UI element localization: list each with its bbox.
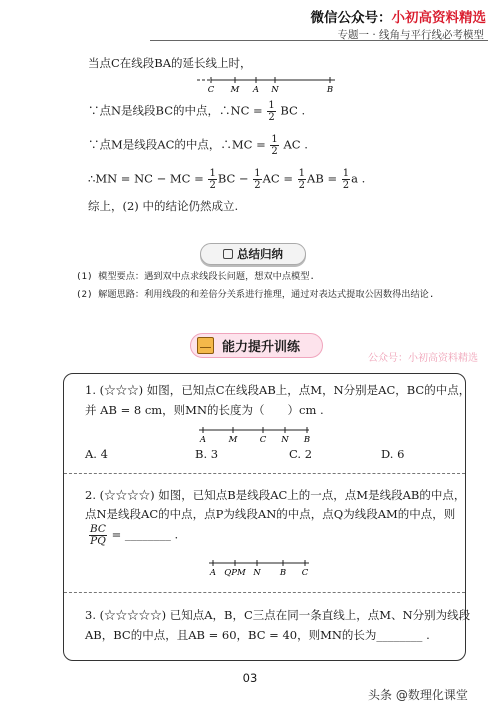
step3-f1-num: 1: [209, 168, 216, 179]
step3-d: AB =: [307, 171, 338, 186]
proof-step-2: [88, 134, 308, 157]
q1-point-label-2: C: [259, 435, 267, 444]
step1-frac-num: 1: [268, 100, 275, 111]
q3-line-2: AB，BC的中点，且AB = 60，BC = 40，则MN的长为________ .: [85, 628, 430, 642]
q2-point-label-4: C: [301, 568, 309, 577]
step3-b: BC −: [217, 171, 249, 186]
proof-case-line: 当点C在线段BA的延长线上时，: [88, 56, 252, 70]
summary-point-2: (2) 解题思路：利用线段的和差倍分关系进行推理，通过对表达式提取公因数得出结论.: [76, 289, 435, 300]
proof-conclusion: 综上，(2) 中的结论仍然成立.: [88, 199, 239, 213]
q2-q3-divider: [64, 592, 465, 593]
q2-frac-den: PQ: [90, 535, 106, 547]
step2-frac-den: 2: [271, 146, 278, 157]
step2-suffix: AC .: [283, 137, 308, 152]
q2-answer: [88, 524, 178, 547]
q1-option-a: A. 4: [85, 447, 108, 461]
step3-fraction-3: [298, 168, 306, 191]
q1-option-c: C. 2: [289, 447, 313, 461]
summary-title-pill: [200, 243, 306, 265]
page-number: 03: [242, 671, 258, 685]
q1-point-label-4: B: [303, 435, 311, 444]
step2-frac-num: 1: [271, 134, 278, 145]
summary-point-1: (1) 模型要点：遇到双中点求线段长问题，想双中点模型.: [76, 271, 315, 282]
step2-fraction: [270, 134, 278, 157]
account-label: 微信公众号：: [310, 10, 392, 26]
notebook-icon: [223, 249, 233, 259]
q2-point-label-1: QPM: [224, 568, 246, 577]
practice-watermark: 公众号：小初高资料精选: [368, 353, 478, 364]
proof-point-label-0: C: [207, 85, 215, 94]
proof-point-label-3: N: [271, 85, 279, 94]
proof-step-3: [88, 168, 365, 191]
step3-e: a .: [351, 171, 366, 186]
step3-c: AC =: [262, 171, 294, 186]
header-divider: [150, 40, 488, 41]
step3-f3-den: 2: [298, 180, 306, 191]
step3-f4-den: 2: [342, 180, 350, 191]
header-subtitle: 专题一 · 线角与平行线必考模型: [337, 29, 484, 41]
q1-point-label-1: M: [228, 435, 238, 444]
step3-fraction-4: [342, 168, 350, 191]
q2-point-label-2: N: [253, 568, 261, 577]
step1-frac-den: 2: [268, 112, 275, 123]
footer-watermark: 头条 @数理化课堂: [368, 688, 468, 702]
step1-fraction: [267, 100, 275, 123]
q2-frac-num: BC: [90, 523, 106, 535]
q3-line-1: 3. (☆☆☆☆☆) 已知点A，B，C三点在同一条直线上，点M、N分别为线段: [85, 608, 471, 622]
q2-blank: = ________ .: [111, 527, 179, 542]
step3-fraction-2: [253, 168, 261, 191]
q1-line-1: 1. (☆☆☆) 如图，已知点C在线段AB上，点M，N分别是AC，BC的中点，: [85, 383, 471, 397]
practice-banner-label: 能力提升训练: [222, 340, 301, 355]
q1-line-2: 并 AB = 8 cm，则MN的长度为（ ）cm .: [85, 403, 324, 417]
step3-f3-num: 1: [298, 168, 306, 179]
step3-f4-num: 1: [342, 168, 350, 179]
q1-point-label-3: N: [281, 435, 289, 444]
summary-title: 总结归纳: [237, 247, 283, 261]
step3-f2-den: 2: [254, 180, 261, 191]
proof-point-label-1: M: [230, 85, 240, 94]
q2-point-label-3: B: [279, 568, 287, 577]
step1-suffix: BC .: [280, 103, 306, 118]
step3-f2-num: 1: [254, 168, 261, 179]
practice-banner: [190, 333, 323, 358]
account-name: 小初高资料精选: [391, 10, 486, 26]
q1-option-b: B. 3: [195, 447, 219, 461]
q2-point-label-0: A: [209, 568, 217, 577]
step3-f1-den: 2: [209, 180, 216, 191]
q2-number-line: [205, 557, 315, 577]
proof-point-label-2: A: [252, 85, 260, 94]
q1-option-d: D. 6: [381, 447, 405, 461]
q2-line-2: 点N是线段AC的中点，点P为线段AN的中点，点Q为线段AM的中点，则: [85, 507, 456, 521]
q2-line-1: 2. (☆☆☆☆) 如图，已知点B是线段AC上的一点，点M是线段AB的中点，: [85, 488, 466, 502]
proof-step-1: [88, 100, 305, 123]
step3-fraction-1: [208, 168, 216, 191]
proof-point-label-4: B: [326, 85, 334, 94]
step1-prefix: ∵点N是线段BC的中点，∴NC =: [88, 103, 263, 118]
q2-fraction: [89, 524, 107, 547]
chalkboard-icon: [197, 337, 214, 354]
proof-number-line: [195, 74, 340, 94]
header-account: [311, 6, 487, 26]
q1-point-label-0: A: [199, 435, 207, 444]
q1-number-line: [195, 424, 315, 444]
q1-q2-divider: [64, 473, 465, 474]
step3-a: ∴MN = NC − MC =: [88, 171, 204, 186]
step2-prefix: ∵点M是线段AC的中点，∴MC =: [88, 137, 266, 152]
